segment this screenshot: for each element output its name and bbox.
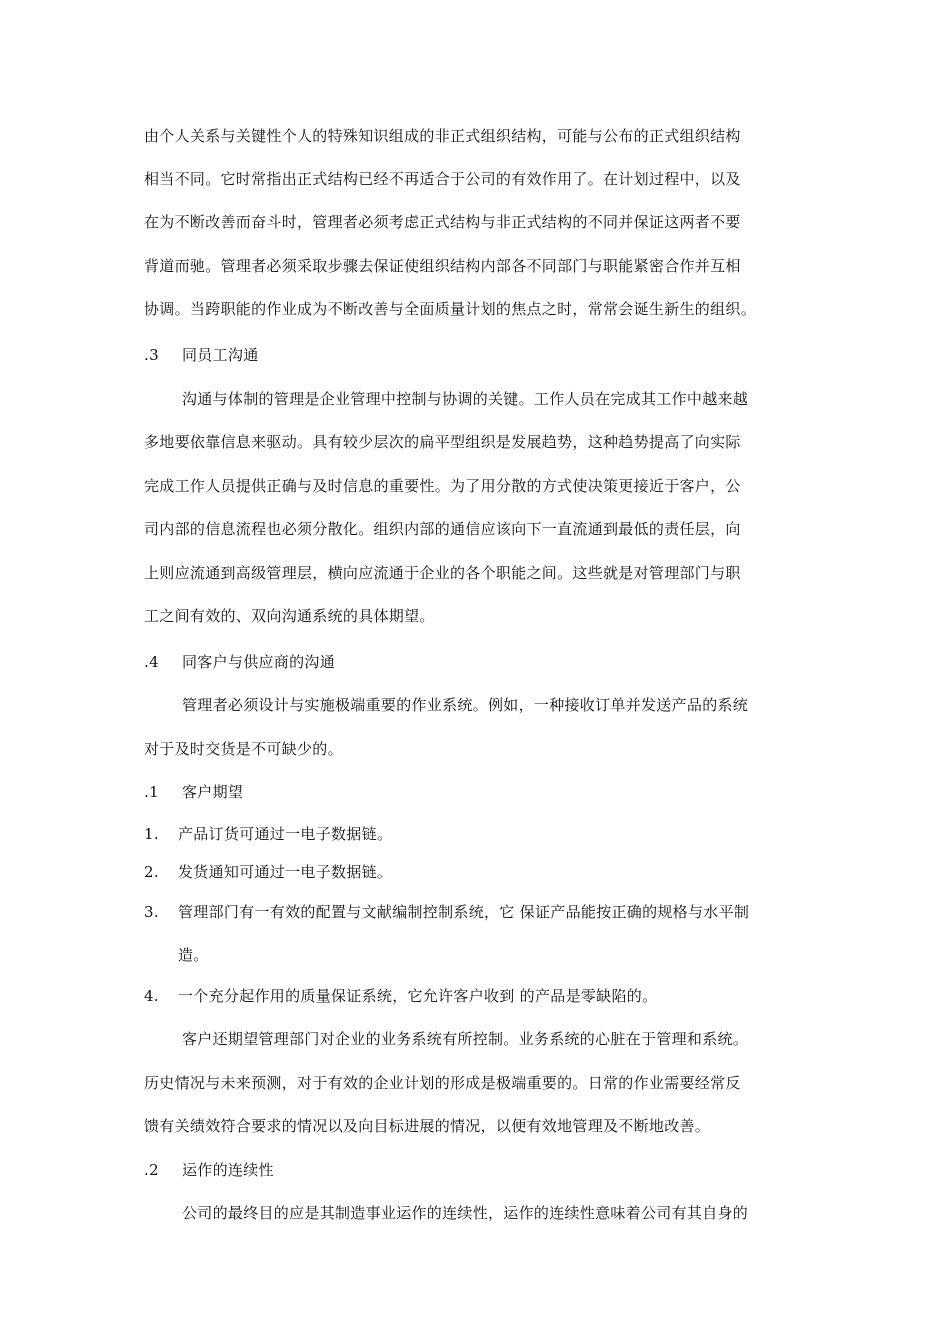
- paragraph-line: 多地要依靠信息来驱动。具有较少层次的扁平型组织是发展趋势，这种趋势提高了向实际: [144, 433, 741, 451]
- list-item-text: 管理部门有一有效的配置与文献编制控制系统，它 保证产品能按正确的规格与水平制: [178, 903, 750, 921]
- section-title: 运作的连续性: [182, 1161, 274, 1179]
- section-title: 同员工沟通: [182, 346, 259, 364]
- section-number: .2: [144, 1161, 159, 1179]
- list-item: [144, 902, 824, 922]
- paragraph-line: 司内部的信息流程也必须分散化。组织内部的通信应该向下一直流通到最低的责任层，向: [144, 520, 741, 538]
- section-number: .4: [144, 653, 159, 671]
- list-item-text: 发货通知可通过一电子数据链。: [178, 863, 393, 881]
- paragraph-line: 历史情况与未来预测，对于有效的企业计划的形成是极端重要的。日常的作业需要经常反: [144, 1074, 741, 1092]
- section-heading: [144, 652, 824, 672]
- section-number: .1: [144, 783, 159, 801]
- list-item-text: 一个充分起作用的质量保证系统，它允许客户收到 的产品是零缺陷的。: [178, 987, 658, 1005]
- paragraph-line: 沟通与体制的管理是企业管理中控制与协调的关键。工作人员在完成其工作中越来越: [182, 390, 749, 408]
- section-heading: [144, 345, 824, 365]
- paragraph-line: 协调。当跨职能的作业成为不断改善与全面质量计划的焦点之时，常常会诞生新生的组织。: [144, 300, 757, 318]
- subsection-heading: [144, 1160, 824, 1180]
- section-title: 同客户与供应商的沟通: [182, 653, 336, 671]
- list-item-number: 3.: [144, 903, 159, 921]
- list-item-number: 2.: [144, 863, 159, 881]
- paragraph-line: 对于及时交货是不可缺少的。: [144, 740, 343, 758]
- list-item: [144, 986, 824, 1006]
- list-item-text: 产品订货可通过一电子数据链。: [178, 825, 393, 843]
- list-item-continuation: 造。: [178, 946, 209, 964]
- section-number: .3: [144, 346, 159, 364]
- list-item: [144, 824, 824, 844]
- paragraph-line: 客户还期望管理部门对企业的业务系统有所控制。业务系统的心脏在于管理和系统。: [182, 1030, 749, 1048]
- paragraph-line: 背道而驰。管理者必须采取步骤去保证使组织结构内部各不同部门与职能紧密合作并互相: [144, 257, 741, 275]
- paragraph-line: 相当不同。它时常指出正式结构已经不再适合于公司的有效作用了。在计划过程中，以及: [144, 170, 741, 188]
- list-item-number: 1.: [144, 825, 159, 843]
- list-item: [144, 862, 824, 882]
- list-item-number: 4.: [144, 987, 159, 1005]
- paragraph-line: 上则应流通到高级管理层，横向应流通于企业的各个职能之间。这些就是对管理部门与职: [144, 564, 741, 582]
- paragraph-line: 工之间有效的、双向沟通系统的具体期望。: [144, 607, 435, 625]
- paragraph-line: 由个人关系与关键性个人的特殊知识组成的非正式组织结构，可能与公布的正式组织结构: [144, 127, 741, 145]
- paragraph-line: 馈有关绩效符合要求的情况以及向目标进展的情况，以便有效地管理及不断地改善。: [144, 1117, 711, 1135]
- subsection-heading: [144, 782, 824, 802]
- section-title: 客户期望: [182, 783, 244, 801]
- paragraph-line: 管理者必须设计与实施极端重要的作业系统。例如，一种接收订单并发送产品的系统: [182, 696, 749, 714]
- paragraph-line: 完成工作人员提供正确与及时信息的重要性。为了用分散的方式使决策更接近于客户，公: [144, 477, 741, 495]
- paragraph-line: 在为不断改善而奋斗时，管理者必须考虑正式结构与非正式结构的不同并保证这两者不要: [144, 213, 741, 231]
- paragraph-line: 公司的最终目的应是其制造事业运作的连续性，运作的连续性意味着公司有其自身的: [182, 1204, 749, 1222]
